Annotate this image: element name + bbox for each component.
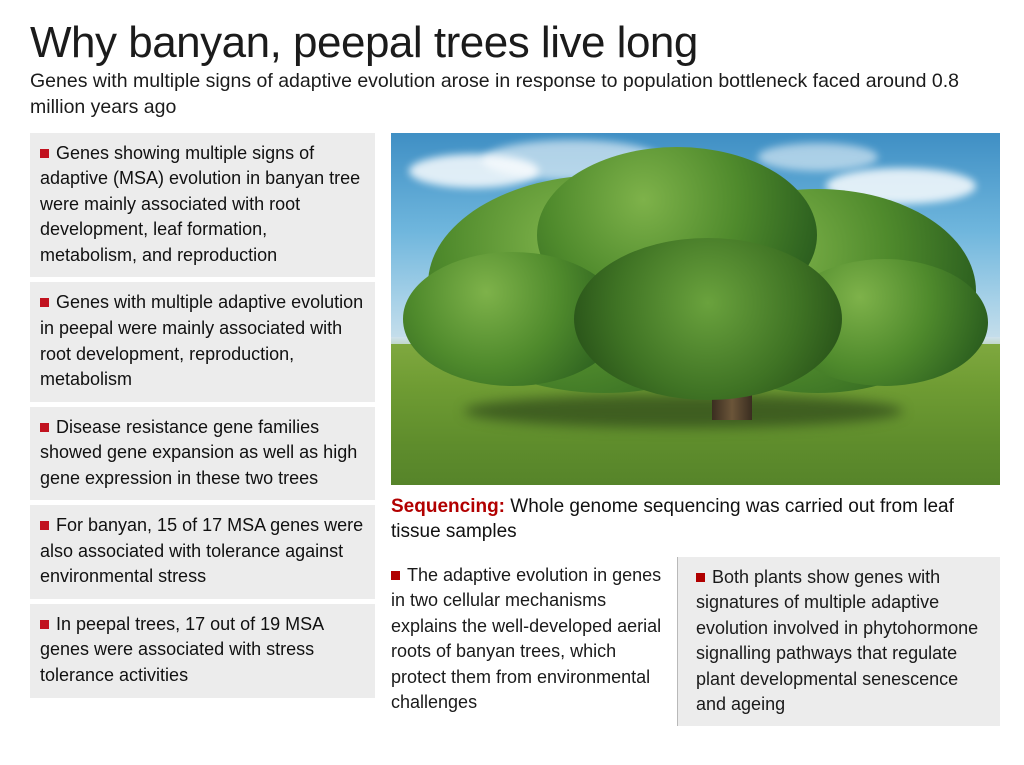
bullet-card — [30, 407, 375, 501]
bullet-square-icon — [696, 573, 705, 582]
bullet-card — [30, 604, 375, 698]
bottom-bullet-row — [391, 557, 1000, 726]
bullet-card — [30, 505, 375, 599]
bullet-text-wrapper — [40, 141, 365, 269]
bullet-text-wrapper — [40, 612, 365, 689]
left-bullet-column — [30, 133, 375, 698]
bullet-text-wrapper — [40, 290, 365, 392]
bullet-square-icon — [40, 620, 49, 629]
bullet-square-icon — [391, 571, 400, 580]
content-area — [30, 133, 1000, 726]
bullet-text: For banyan, 15 of 17 MSA genes were also associated with tolerance against environmental stress — [40, 515, 364, 587]
bullet-square-icon — [40, 298, 49, 307]
photo-caption — [391, 494, 1000, 545]
bullet-text: Both plants show genes with signatures of multiple adaptive evolution involved in phytohormone signalling pathways that regulate plant developmental senescence and ageing — [696, 566, 979, 715]
bullet-card — [30, 133, 375, 278]
tree-canopy — [574, 238, 842, 400]
bullet-text: In peepal trees, 17 out of 19 MSA genes were associated with stress tolerance activities — [40, 613, 324, 686]
bullet-text: Genes showing multiple signs of adaptive (MSA) evolution in banyan tree were mainly associated with root development, leaf formation, metabolism, and reproduction — [40, 142, 361, 265]
bullet-text: The adaptive evolution in genes in two cellular mechanisms explains the well-developed aerial roots of banyan trees, which protect them from environmental challenges — [391, 564, 662, 713]
caption-text: Whole genome sequencing was carried out from leaf tissue samples — [391, 495, 954, 543]
bullet-text-wrapper — [40, 415, 365, 492]
bullet-card — [30, 282, 375, 401]
bullet-text: Disease resistance gene families showed gene expansion as well as high gene expression in these two trees — [40, 416, 358, 488]
bullet-square-icon — [40, 423, 49, 432]
bullet-text: Genes with multiple adaptive evolution in peepal were mainly associated with root development, reproduction, metabolism — [40, 292, 364, 390]
bullet-card — [391, 557, 677, 726]
banyan-tree-photo — [391, 133, 1000, 485]
bullet-text-wrapper — [40, 513, 365, 590]
right-column — [391, 133, 1000, 726]
page-subtitle: Genes with multiple signs of adaptive evolution arose in response to population bottleneck faced around 0.8 million years ago — [30, 70, 960, 118]
caption-label: Sequencing: — [391, 495, 506, 517]
bullet-card — [677, 557, 1000, 726]
page-title: Why banyan, peepal trees live long — [30, 18, 698, 67]
bullet-square-icon — [40, 521, 49, 530]
bullet-square-icon — [40, 149, 49, 158]
